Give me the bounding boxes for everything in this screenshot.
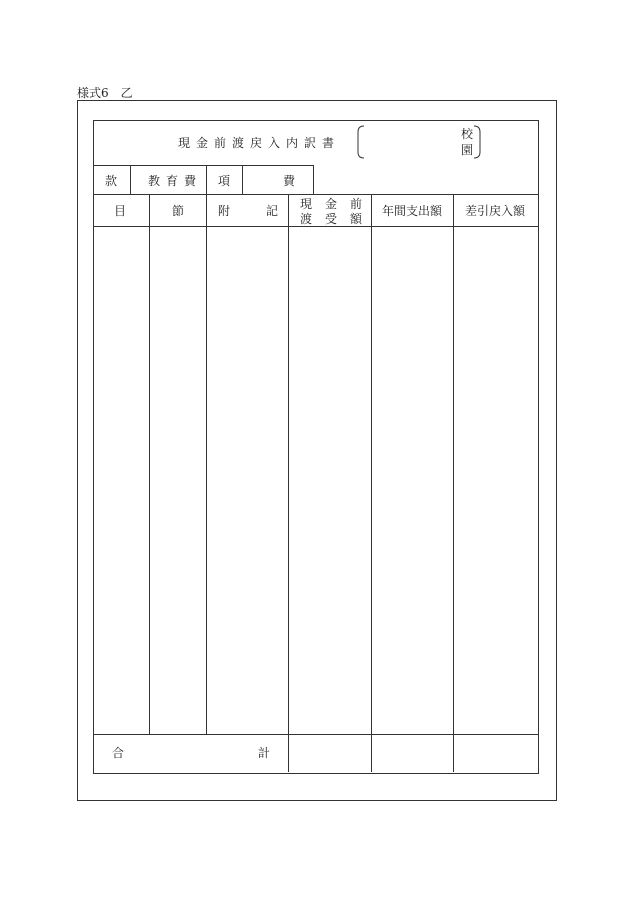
rule-col-moku bbox=[149, 194, 150, 734]
column-header-genkin-3: 前 bbox=[350, 197, 363, 211]
column-header-genkin-5: 受 bbox=[325, 212, 338, 226]
column-header-sashihiki: 差引戻入額 bbox=[465, 204, 526, 218]
column-header-genkin-2: 金 bbox=[325, 197, 338, 211]
form-label: 様式6 乙 bbox=[77, 86, 133, 100]
kindergarten-label: 園 bbox=[461, 143, 474, 157]
kan-label: 款 bbox=[105, 174, 118, 188]
column-header-genkin-1: 現 bbox=[300, 197, 313, 211]
kan-value: 教育費 bbox=[148, 174, 203, 188]
school-right-bracket bbox=[473, 125, 483, 159]
rule-kan-4 bbox=[313, 165, 314, 194]
rule-title-bottom bbox=[93, 165, 313, 166]
school-label: 校 bbox=[461, 127, 474, 141]
column-header-fuki-right: 記 bbox=[266, 204, 279, 218]
rule-col-setsu bbox=[206, 194, 207, 734]
total-label-left: 合 bbox=[112, 746, 125, 760]
rule-kan-3 bbox=[242, 165, 243, 194]
school-left-bracket bbox=[356, 125, 366, 159]
rule-header-bottom bbox=[93, 226, 538, 227]
column-header-genkin-4: 渡 bbox=[300, 212, 313, 226]
rule-kan-2 bbox=[206, 165, 207, 194]
kou-value: 費 bbox=[283, 174, 296, 188]
document-title: 現金前渡戻入内訳書 bbox=[178, 136, 341, 150]
rule-kan-bottom bbox=[93, 194, 538, 195]
column-header-moku: 目 bbox=[114, 204, 127, 218]
total-label-right: 計 bbox=[258, 746, 271, 760]
rule-kan-1 bbox=[130, 165, 131, 194]
table-frame bbox=[93, 120, 539, 774]
column-header-setsu: 節 bbox=[172, 204, 185, 218]
column-header-fuki-left: 附 bbox=[218, 204, 231, 218]
rule-col-genkin bbox=[371, 194, 372, 772]
kou-label: 項 bbox=[218, 174, 231, 188]
column-header-nenkan: 年間支出額 bbox=[382, 204, 443, 218]
column-header-genkin-6: 額 bbox=[350, 212, 363, 226]
rule-total-top bbox=[93, 734, 538, 735]
rule-col-fuki bbox=[288, 194, 289, 772]
rule-col-nenkan bbox=[453, 194, 454, 772]
